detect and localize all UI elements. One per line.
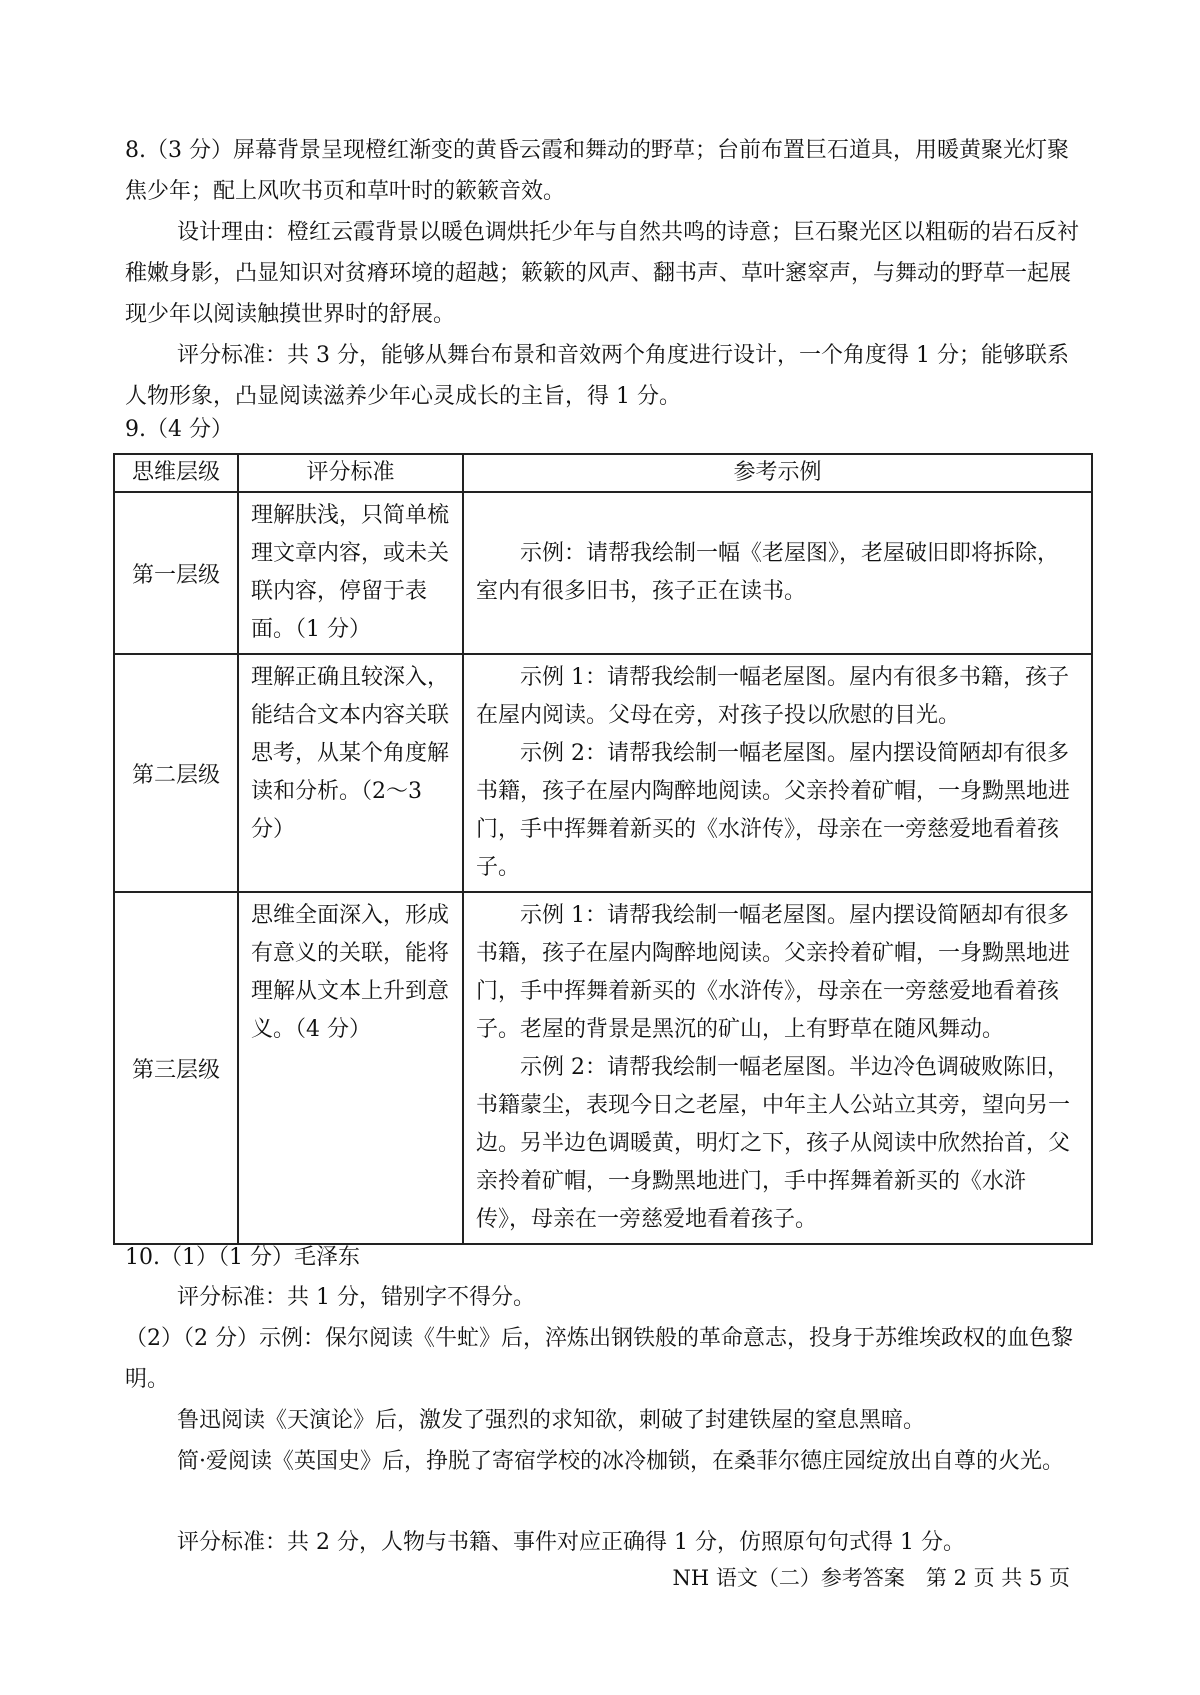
examples-cell <box>463 492 1092 654</box>
table-row <box>114 892 1092 1244</box>
question-9-title: 9.（4 分） <box>125 417 233 442</box>
question-10-part-2-example-b: 鲁迅阅读《天演论》后，激发了强烈的求知欲，刺破了封建铁屋的窒息黑暗。 <box>177 1408 926 1433</box>
column-header-examples: 参考示例 <box>463 454 1092 492</box>
level-cell: 第三层级 <box>114 892 238 1244</box>
question-10-part-2: （2）（2 分）示例：保尔阅读《牛虻》后，淬炼出钢铁般的革命意志，投身于苏维埃政权的血色黎明。 <box>125 1326 1073 1392</box>
column-header-level: 思维层级 <box>114 454 238 492</box>
question-10-part-2-criteria: 评分标准：共 2 分，人物与书籍、事件对应正确得 1 分，仿照原句句式得 1 分。 <box>177 1530 965 1555</box>
example-text: 示例 2：请帮我绘制一幅老屋图。半边冷色调破败陈旧，书籍蒙尘，表现今日之老屋，中年主人公站立其旁，望向另一边。另半边色调暖黄，明灯之下，孩子从阅读中欣然抬首，父亲拎着矿帽，一身黝黑地进门，手中挥舞着新买的《水浒传》，母亲在一旁慈爱地看着孩子。 <box>476 1055 1071 1232</box>
criteria-cell: 理解正确且较深入，能结合文本内容关联思考，从某个角度解读和分析。（2～3 分） <box>238 654 463 892</box>
example-text: 示例 1：请帮我绘制一幅老屋图。屋内有很多书籍，孩子在屋内阅读。父母在旁，对孩子投以欣慰的目光。 <box>476 665 1069 728</box>
examples-cell <box>463 892 1092 1244</box>
criteria-cell: 思维全面深入，形成有意义的关联，能将理解从文本上升到意义。（4 分） <box>238 892 463 1244</box>
page-footer: NH 语文（二）参考答案 第 2 页 共 5 页 <box>672 1566 1070 1590</box>
question-9-rubric-table <box>113 453 1093 1245</box>
example-text: 示例：请帮我绘制一幅《老屋图》，老屋破旧即将拆除，室内有很多旧书，孩子正在读书。 <box>476 541 1060 604</box>
table-header-row <box>114 454 1092 492</box>
level-cell: 第一层级 <box>114 492 238 654</box>
table-row <box>114 492 1092 654</box>
example-text: 示例 2：请帮我绘制一幅老屋图。屋内摆设简陋却有很多书籍，孩子在屋内陶醉地阅读。父亲拎着矿帽，一身黝黑地进门，手中挥舞着新买的《水浒传》，母亲在一旁慈爱地看着孩子。 <box>476 741 1071 880</box>
question-10-part-1: 10.（1）（1 分）毛泽东 <box>125 1245 360 1270</box>
example-text: 示例 1：请帮我绘制一幅老屋图。屋内摆设简陋却有很多书籍，孩子在屋内陶醉地阅读。父亲拎着矿帽，一身黝黑地进门，手中挥舞着新买的《水浒传》，母亲在一旁慈爱地看着孩子。老屋的背景是黑沉的矿山，上有野草在随风舞动。 <box>476 903 1071 1042</box>
question-10-part-2-example-c: 简·爱阅读《英国史》后，挣脱了寄宿学校的冰冷枷锁，在桑菲尔德庄园绽放出自尊的火光。 <box>177 1449 1064 1474</box>
examples-cell <box>463 654 1092 892</box>
table-row <box>114 654 1092 892</box>
question-10-part-1-criteria: 评分标准：共 1 分，错别字不得分。 <box>177 1285 535 1310</box>
level-cell: 第二层级 <box>114 654 238 892</box>
question-8-design-reason: 设计理由：橙红云霞背景以暖色调烘托少年与自然共鸣的诗意；巨石聚光区以粗砺的岩石反衬稚嫩身影，凸显知识对贫瘠环境的超越；簌簌的风声、翻书声、草叶窸窣声，与舞动的野草一起展现少年以阅读触摸世界时的舒展。 <box>125 220 1080 327</box>
criteria-cell: 理解肤浅，只简单梳理文章内容，或未关联内容，停留于表面。（1 分） <box>238 492 463 654</box>
question-8-answer: 8.（3 分）屏幕背景呈现橙红渐变的黄昏云霞和舞动的野草；台前布置巨石道具，用暖黄聚光灯聚焦少年；配上风吹书页和草叶时的簌簌音效。 <box>125 138 1069 204</box>
question-8-scoring-criteria: 评分标准：共 3 分，能够从舞台布景和音效两个角度进行设计，一个角度得 1 分；能够联系人物形象，凸显阅读滋养少年心灵成长的主旨，得 1 分。 <box>125 343 1069 409</box>
column-header-criteria: 评分标准 <box>238 454 463 492</box>
